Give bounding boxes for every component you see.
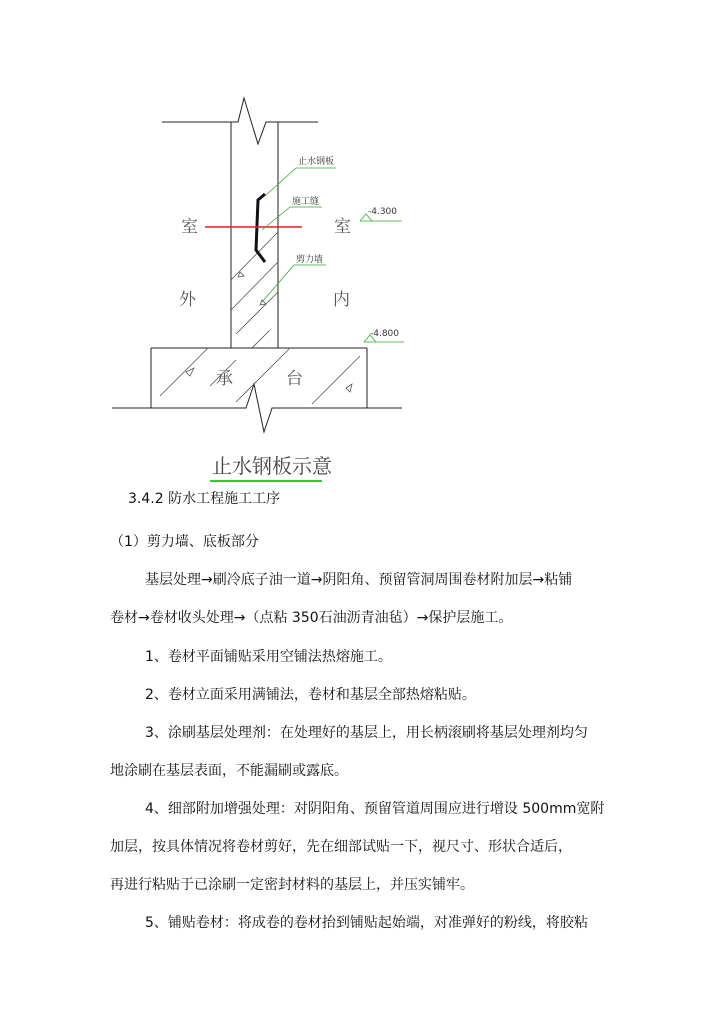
wall-hatch	[231, 232, 278, 348]
steel-plate	[256, 194, 265, 262]
item-4-line-1: 4、细部附加增强处理：对阴阳角、预留管道周围应进行增设 500mm宽附	[145, 801, 605, 817]
inside-label-1: 室	[334, 217, 351, 237]
process-line-1: 基层处理→刷冷底子油一道→阴阳角、预留管洞周围卷材附加层→粘铺	[145, 572, 573, 588]
foundation-cap	[112, 348, 402, 432]
bottom-break-line	[112, 384, 402, 432]
callout-shear-wall: 剪力墙	[296, 255, 324, 265]
cap-label-2: 台	[286, 369, 303, 389]
item-5-line-1: 5、铺贴卷材：将成卷的卷材抬到铺贴起始端，对准弹好的粉线，将胶粘	[145, 915, 588, 931]
callout-steel-plate: 止水钢板	[298, 157, 335, 167]
process-line-2: 卷材→卷材收头处理→（点粘 350石油沥青油毡）→保护层施工。	[110, 610, 513, 626]
item-1: 1、卷材平面铺贴采用空铺法热熔施工。	[145, 649, 392, 665]
section-heading: 3.4.2 防水工程施工工序	[128, 491, 281, 507]
item-4-line-2: 加层，按具体情况将卷材剪好，先在细部试贴一下，视尺寸、形状合适后，	[110, 839, 572, 855]
item-2: 2、卷材立面采用满铺法，卷材和基层全部热熔粘贴。	[145, 687, 476, 703]
elevation-upper: -4.300	[368, 207, 398, 217]
callout-leaders	[262, 168, 336, 302]
item-3-line-1: 3、涂刷基层处理剂：在处理好的基层上，用长柄滚刷将基层处理剂均匀	[145, 725, 588, 741]
outside-label-1: 室	[181, 217, 198, 237]
diagram-caption: 止水钢板示意	[212, 454, 332, 478]
item-3-line-2: 地涂刷在基层表面，不能漏刷或露底。	[110, 763, 348, 779]
subsection-title: （1）剪力墙、底板部分	[110, 534, 259, 550]
top-break-line	[162, 98, 318, 144]
outside-label-2: 外	[179, 290, 196, 310]
cap-label-1: 承	[216, 369, 233, 389]
inside-label-2: 内	[333, 290, 350, 310]
elevation-lower: -4.800	[370, 329, 400, 339]
steel-plate-waterstop-diagram	[0, 0, 724, 490]
item-4-line-3: 再进行粘贴于已涂刷一定密封材料的基层上，并压实铺牢。	[110, 877, 474, 893]
cap-hatch	[160, 348, 360, 404]
callout-construction-joint: 施工缝	[292, 197, 320, 207]
